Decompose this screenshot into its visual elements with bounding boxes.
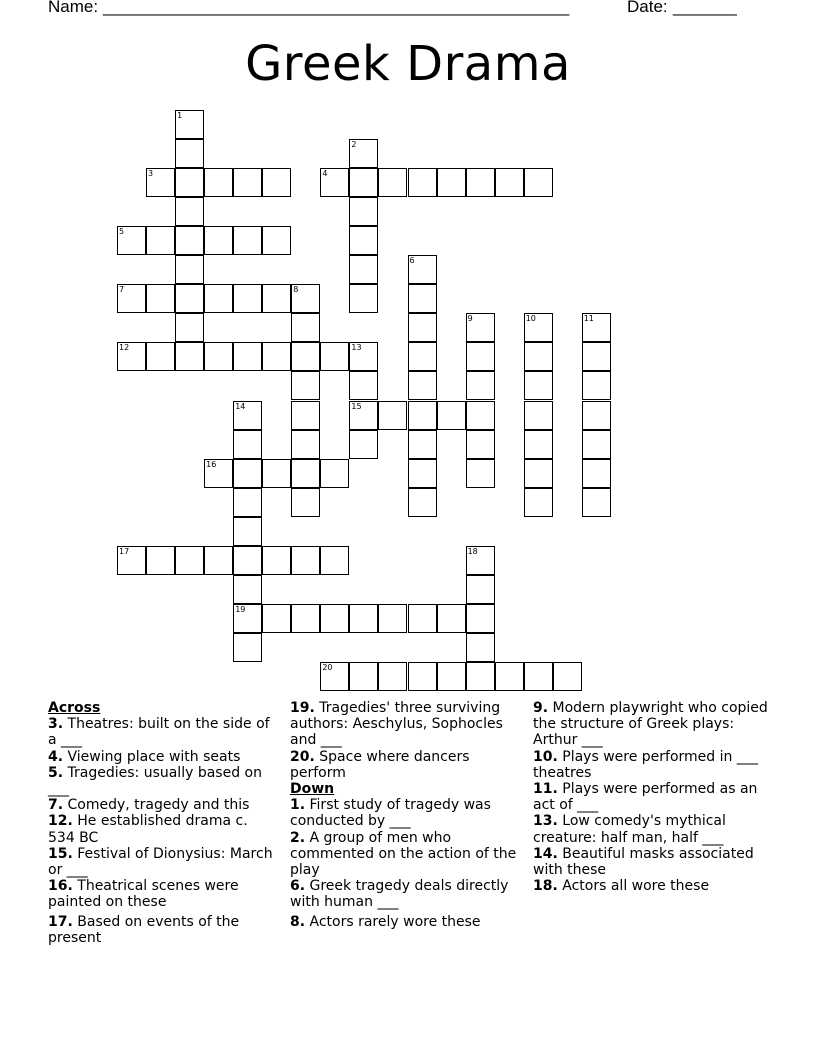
grid-cell[interactable] <box>378 401 407 430</box>
grid-cell[interactable] <box>320 168 349 197</box>
grid-cell[interactable] <box>204 168 233 197</box>
clue-item-number: 19. <box>290 700 315 716</box>
grid-cell[interactable] <box>524 662 553 691</box>
clues-column-2 <box>290 700 518 930</box>
clue-number: 11 <box>583 314 594 324</box>
name-field[interactable]: ________________________________________________________ <box>103 0 569 16</box>
clue-number: 6 <box>409 256 415 266</box>
grid-cell[interactable] <box>553 662 582 691</box>
grid-cell[interactable] <box>233 604 262 633</box>
down-clue-list-continued <box>533 700 768 894</box>
clue-item-text: Viewing place with seats <box>63 748 241 765</box>
puzzle-title: Greek Drama <box>245 36 571 92</box>
grid-cell[interactable] <box>262 284 291 313</box>
clue-item <box>290 797 518 829</box>
clue-item-text: Plays were performed as an act of ___ <box>533 781 758 814</box>
clue-number: 8 <box>293 285 299 295</box>
grid-cell[interactable] <box>146 284 175 313</box>
grid-cell[interactable] <box>582 313 611 342</box>
grid-cell[interactable] <box>524 313 553 342</box>
grid-cell[interactable] <box>408 459 437 488</box>
grid-cell[interactable] <box>582 401 611 430</box>
clue-item <box>290 749 518 781</box>
clue-item-text: Space where dancers perform <box>290 748 470 781</box>
grid-cell[interactable] <box>291 371 320 400</box>
across-clue-list-continued <box>290 700 518 781</box>
clue-item-text: Festival of Dionysius: March or ___ <box>48 845 273 879</box>
grid-cell[interactable] <box>291 546 320 575</box>
grid-cell[interactable] <box>437 662 466 691</box>
grid-cell[interactable] <box>175 168 204 197</box>
grid-cell[interactable] <box>466 633 495 662</box>
clue-item <box>48 765 273 797</box>
clue-item <box>290 914 518 930</box>
grid-cell[interactable] <box>582 488 611 517</box>
grid-cell[interactable] <box>349 662 378 691</box>
clue-item-text: He established drama c. 534 BC <box>48 813 248 846</box>
grid-cell[interactable] <box>582 342 611 371</box>
grid-cell[interactable] <box>175 342 204 371</box>
clue-number: 7 <box>119 285 125 295</box>
grid-cell[interactable] <box>408 662 437 691</box>
clue-item-text: Greek tragedy deals directly with human ___ <box>290 878 509 911</box>
clue-number: 10 <box>525 314 536 324</box>
grid-cell[interactable] <box>117 284 146 313</box>
grid-cell[interactable] <box>466 342 495 371</box>
clue-item <box>48 914 273 946</box>
date-field[interactable]: _______ <box>673 0 737 16</box>
clue-number: 12 <box>119 343 130 353</box>
clue-item <box>533 813 768 845</box>
clue-item-number: 5. <box>48 764 64 781</box>
clue-item-text: Modern playwright who copied the structure of Greek plays: Arthur ___ <box>533 700 768 749</box>
grid-cell[interactable] <box>408 430 437 459</box>
date-label: Date: <box>627 0 668 16</box>
clue-item-text: Plays were performed in ___ theatres <box>533 748 758 781</box>
clue-item-number: 2. <box>290 829 306 846</box>
grid-cell[interactable] <box>408 401 437 430</box>
grid-cell[interactable] <box>204 342 233 371</box>
grid-cell[interactable] <box>320 459 349 488</box>
clue-item-text: Tragedies: usually based on ___ <box>48 764 262 798</box>
grid-cell[interactable] <box>408 168 437 197</box>
clue-item <box>533 781 768 813</box>
clue-item <box>48 846 273 878</box>
grid-cell[interactable] <box>408 604 437 633</box>
grid-cell[interactable] <box>582 371 611 400</box>
grid-cell[interactable] <box>524 342 553 371</box>
grid-cell[interactable] <box>175 197 204 226</box>
clue-item <box>533 749 768 781</box>
grid-cell[interactable] <box>233 459 262 488</box>
grid-cell[interactable] <box>349 197 378 226</box>
grid-cell[interactable] <box>378 168 407 197</box>
grid-cell[interactable] <box>524 371 553 400</box>
grid-cell[interactable] <box>117 226 146 255</box>
clue-item-text: Actors rarely wore these <box>305 913 481 930</box>
grid-cell[interactable] <box>320 342 349 371</box>
grid-cell[interactable] <box>582 430 611 459</box>
clue-number: 2 <box>351 140 357 150</box>
clue-item <box>533 700 768 749</box>
grid-cell[interactable] <box>204 284 233 313</box>
grid-cell[interactable] <box>466 371 495 400</box>
grid-cell[interactable] <box>466 575 495 604</box>
grid-cell[interactable] <box>437 401 466 430</box>
grid-cell[interactable] <box>233 430 262 459</box>
grid-cell[interactable] <box>349 226 378 255</box>
grid-cell[interactable] <box>466 604 495 633</box>
grid-cell[interactable] <box>175 226 204 255</box>
grid-cell[interactable] <box>146 342 175 371</box>
grid-cell[interactable] <box>495 662 524 691</box>
clue-item-text: Theatres: built on the side of a ___ <box>48 716 270 749</box>
grid-cell[interactable] <box>262 459 291 488</box>
grid-cell[interactable] <box>233 633 262 662</box>
clue-item-text: Beautiful masks associated with these <box>533 845 754 879</box>
grid-cell[interactable] <box>117 546 146 575</box>
clue-number: 5 <box>119 227 125 237</box>
grid-cell[interactable] <box>262 546 291 575</box>
grid-cell[interactable] <box>291 342 320 371</box>
grid-cell[interactable] <box>233 168 262 197</box>
grid-cell[interactable] <box>524 401 553 430</box>
clue-item-number: 20. <box>290 748 315 765</box>
grid-cell[interactable] <box>117 342 146 371</box>
clue-number: 18 <box>467 546 478 556</box>
grid-cell[interactable] <box>262 342 291 371</box>
clue-item-number: 14. <box>533 845 558 862</box>
clue-item-text: Based on events of the present <box>48 913 240 946</box>
clue-item-number: 9. <box>533 700 549 716</box>
grid-cell[interactable] <box>466 546 495 575</box>
grid-cell[interactable] <box>437 168 466 197</box>
clue-item-text: Actors all wore these <box>557 878 710 895</box>
grid-cell[interactable] <box>408 371 437 400</box>
clue-item-number: 1. <box>290 797 306 814</box>
grid-cell[interactable] <box>291 284 320 313</box>
grid-cell[interactable] <box>408 284 437 313</box>
grid-cell[interactable] <box>175 546 204 575</box>
clue-number: 13 <box>351 343 362 353</box>
grid-cell[interactable] <box>349 430 378 459</box>
clue-item-number: 13. <box>533 813 558 830</box>
grid-cell[interactable] <box>262 168 291 197</box>
clue-item-number: 18. <box>533 878 558 895</box>
across-clue-list <box>48 716 273 946</box>
grid-cell[interactable] <box>175 313 204 342</box>
grid-cell[interactable] <box>320 662 349 691</box>
grid-cell[interactable] <box>146 546 175 575</box>
grid-cell[interactable] <box>175 110 204 139</box>
grid-cell[interactable] <box>320 546 349 575</box>
clue-number: 19 <box>235 604 246 614</box>
clue-item-text: A group of men who commented on the action of the play <box>290 829 517 879</box>
clue-number: 9 <box>467 314 473 324</box>
grid-cell[interactable] <box>233 342 262 371</box>
clue-number: 15 <box>351 401 362 411</box>
grid-cell[interactable] <box>349 371 378 400</box>
grid-cell[interactable] <box>175 255 204 284</box>
clue-item-text: Low comedy's mythical creature: half man, half ___ <box>533 813 726 846</box>
clue-item-number: 4. <box>48 748 64 765</box>
grid-cell[interactable] <box>233 575 262 604</box>
grid-cell[interactable] <box>175 284 204 313</box>
clue-item <box>48 797 273 813</box>
grid-cell[interactable] <box>524 168 553 197</box>
grid-cell[interactable] <box>291 430 320 459</box>
clue-item-number: 3. <box>48 716 64 733</box>
grid-cell[interactable] <box>524 459 553 488</box>
grid-cell[interactable] <box>466 401 495 430</box>
clue-item <box>48 878 273 910</box>
grid-cell[interactable] <box>204 226 233 255</box>
clue-item-number: 16. <box>48 878 73 895</box>
grid-cell[interactable] <box>524 488 553 517</box>
clue-number: 4 <box>322 169 328 179</box>
grid-cell[interactable] <box>349 604 378 633</box>
down-clue-list <box>290 797 518 930</box>
clue-item <box>290 878 518 910</box>
grid-cell[interactable] <box>349 401 378 430</box>
clue-item-number: 6. <box>290 878 306 895</box>
clue-item <box>533 878 768 894</box>
grid-cell[interactable] <box>233 401 262 430</box>
clue-item-text: Theatrical scenes were painted on these <box>48 878 239 911</box>
clue-item-number: 7. <box>48 797 64 814</box>
grid-cell[interactable] <box>233 517 262 546</box>
grid-cell[interactable] <box>466 459 495 488</box>
grid-cell[interactable] <box>349 168 378 197</box>
grid-cell[interactable] <box>408 255 437 284</box>
grid-cell[interactable] <box>466 313 495 342</box>
clue-item <box>290 700 518 749</box>
grid-cell[interactable] <box>204 459 233 488</box>
grid-cell[interactable] <box>146 226 175 255</box>
clues-column-1 <box>48 700 273 946</box>
clue-item-text: First study of tragedy was conducted by ___ <box>290 797 491 830</box>
grid-cell[interactable] <box>291 488 320 517</box>
grid-cell[interactable] <box>495 168 524 197</box>
grid-cell[interactable] <box>378 662 407 691</box>
clue-number: 14 <box>235 401 246 411</box>
grid-cell[interactable] <box>349 255 378 284</box>
grid-cell[interactable] <box>262 226 291 255</box>
down-heading: Down <box>290 781 335 798</box>
clue-item-text: Tragedies' three surviving authors: Aeschylus, Sophocles and ___ <box>290 700 503 749</box>
grid-cell[interactable] <box>291 459 320 488</box>
grid-cell[interactable] <box>233 226 262 255</box>
across-heading: Across <box>48 700 101 716</box>
grid-cell[interactable] <box>408 488 437 517</box>
clue-item <box>48 716 273 748</box>
clue-item-number: 12. <box>48 813 73 830</box>
grid-cell[interactable] <box>466 662 495 691</box>
clue-number: 20 <box>322 662 333 672</box>
grid-cell[interactable] <box>349 139 378 168</box>
clue-item-number: 8. <box>290 913 306 930</box>
grid-cell[interactable] <box>233 284 262 313</box>
grid-cell[interactable] <box>175 139 204 168</box>
grid-cell[interactable] <box>146 168 175 197</box>
clue-item-number: 15. <box>48 845 73 862</box>
grid-cell[interactable] <box>524 430 553 459</box>
clue-number: 17 <box>119 546 130 556</box>
grid-cell[interactable] <box>349 284 378 313</box>
grid-cell[interactable] <box>408 342 437 371</box>
grid-cell[interactable] <box>466 168 495 197</box>
clue-item-text: Comedy, tragedy and this <box>63 797 250 814</box>
grid-cell[interactable] <box>204 546 233 575</box>
clue-item <box>48 813 273 845</box>
clues-column-3 <box>533 700 768 894</box>
clue-item <box>48 749 273 765</box>
grid-cell[interactable] <box>320 604 349 633</box>
clue-item-number: 17. <box>48 913 73 930</box>
grid-cell[interactable] <box>437 604 466 633</box>
grid-cell[interactable] <box>233 488 262 517</box>
clue-item <box>533 846 768 878</box>
grid-cell[interactable] <box>408 313 437 342</box>
clue-item <box>290 830 518 879</box>
clue-number: 3 <box>148 169 154 179</box>
clue-number: 16 <box>206 459 217 469</box>
grid-cell[interactable] <box>378 604 407 633</box>
grid-cell[interactable] <box>582 459 611 488</box>
grid-cell[interactable] <box>466 430 495 459</box>
clue-number: 1 <box>177 111 183 120</box>
name-label: Name: <box>48 0 99 16</box>
grid-cell[interactable] <box>262 604 291 633</box>
grid-cell[interactable] <box>291 313 320 342</box>
grid-cell[interactable] <box>291 604 320 633</box>
grid-cell[interactable] <box>233 546 262 575</box>
clue-item-number: 10. <box>533 748 558 765</box>
clue-item-number: 11. <box>533 781 558 798</box>
grid-cell[interactable] <box>349 342 378 371</box>
grid-cell[interactable] <box>291 401 320 430</box>
